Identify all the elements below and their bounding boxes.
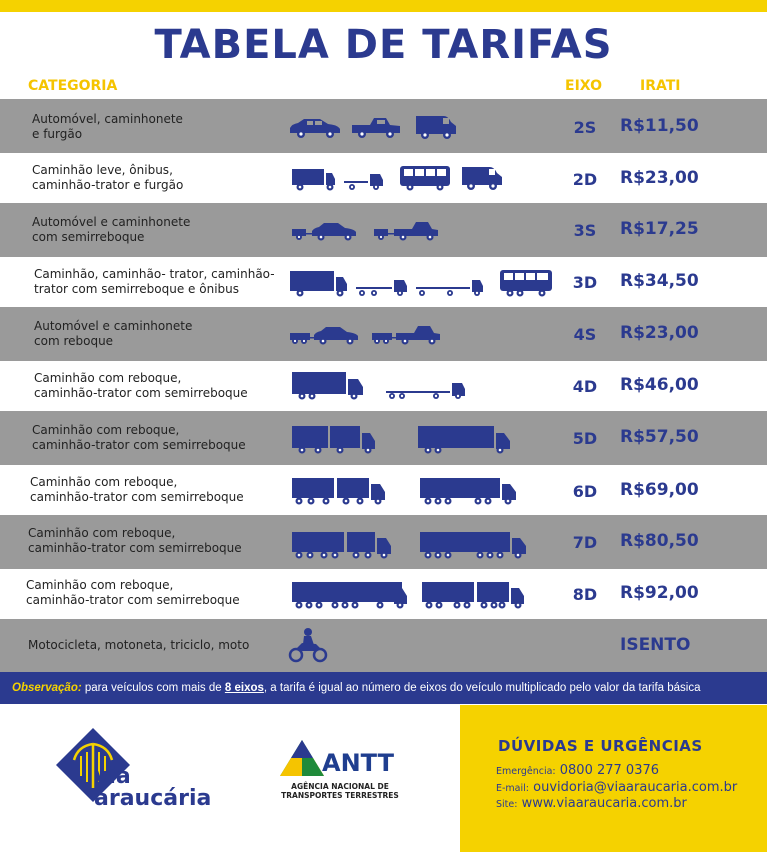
price: R$69,00 [620,480,699,500]
header-location: IRATI [640,78,681,94]
emergency-line: Emergência: 0800 277 0376 [496,763,660,778]
vehicle-icons [290,579,540,613]
axle-code: 3D [572,273,598,292]
row-description: Automóvel e caminhonete com semirreboque [32,215,191,244]
price: R$80,50 [620,531,699,551]
via-logo-text-2: araucária [94,786,212,811]
truck-with-trailer-icon [292,532,391,559]
row-description: Caminhão com reboque, caminhão-trator com semirreboque [32,423,246,452]
motorcycle-icon [288,627,328,663]
semitrailer-truck-icon [420,478,516,505]
tariff-row [0,99,767,153]
contact-box [460,705,767,852]
tractor-trailer-icon [356,280,407,296]
email-line[interactable]: E-mail: ouvidoria@viaaraucaria.com.br [496,780,738,795]
tariff-row [0,569,767,619]
row-description: Caminhão leve, ônibus, caminhão-trator e furgão [32,163,184,192]
semitrailer-truck-icon [420,532,526,559]
price: R$46,00 [620,375,699,395]
vehicle-icons [290,529,530,563]
vehicle-icons [290,217,450,243]
truck-icon [292,372,363,400]
row-description: Automóvel, caminhonete e furgão [32,112,183,141]
price: R$11,50 [620,116,699,136]
tariff-row [0,307,767,361]
tariff-row [0,515,767,569]
vehicle-icons [288,267,556,299]
vehicle-icons [288,321,448,347]
row-description: Caminhão com reboque, caminhão-trator com semirreboque [26,578,240,607]
car-trailer-icon [292,223,356,241]
price: R$17,25 [620,219,699,239]
truck-icon [292,169,335,191]
tractor-icon [344,174,383,190]
observation-bar [0,672,767,704]
antt-logo-icon [278,738,326,778]
vehicle-icons [290,369,475,403]
email-link[interactable]: ouvidoria@viaaraucaria.com.br [533,780,738,795]
price: R$23,00 [620,323,699,343]
bus-icon [400,166,450,191]
row-description: Caminhão com reboque, caminhão-trator com semirreboque [28,526,242,555]
tariff-row [0,411,767,465]
observation-lead: Observação: [12,682,82,694]
car-trailer-icon [290,327,358,345]
site-link[interactable]: www.viaaraucaria.com.br [521,796,687,811]
tariff-row [0,257,767,307]
axle-code: 4D [572,377,598,396]
pickup-trailer-icon [374,222,438,241]
truck-with-trailer-icon [292,582,407,609]
row-description: Motocicleta, motoneta, triciclo, moto [28,638,250,652]
tariff-row [0,361,767,411]
semitrailer-icon [386,383,465,399]
observation-axle-count: 8 eixos [224,682,264,694]
tariff-row [0,153,767,203]
header-category: CATEGORIA [28,78,118,94]
observation-text-2: , a tarifa é igual ao número de eixos do veículo multiplicado pelo valor da tarifa básica [263,682,701,694]
via-logo-text-1: via [94,764,131,789]
axle-code: 8D [572,585,598,604]
price: R$23,00 [620,168,699,188]
pickup-trailer-icon [372,326,440,345]
axle-code: 7D [572,533,598,552]
page-title: TABELA DE TARIFAS [154,22,613,68]
observation-text-1: para veículos com mais de [84,682,222,694]
tariff-row [0,203,767,257]
vehicle-icons [290,423,520,457]
row-description: Caminhão com reboque, caminhão-trator com semirreboque [30,475,244,504]
semitrailer-icon [416,280,483,296]
van-icon [416,116,456,139]
truck-with-trailer-icon [292,426,375,454]
axle-code: 4S [573,325,597,344]
price: R$34,50 [620,271,699,291]
car-icon [290,119,340,138]
vehicle-icons [290,163,510,193]
vehicle-icons [290,475,520,509]
row-description: Caminhão com reboque, caminhão-trator com semirreboque [34,371,248,400]
price: R$92,00 [620,583,699,603]
vehicle-icons [288,113,463,141]
site-line[interactable]: Site: www.viaaraucaria.com.br [496,796,687,811]
header-axle: EIXO [565,78,602,94]
tariff-row [0,465,767,515]
row-description: Automóvel e caminhonete com reboque [34,319,193,348]
top-yellow-bar [0,0,767,12]
axle-code: 3S [573,221,597,240]
axle-code: 6D [572,482,598,501]
semitrailer-truck-icon [418,426,510,454]
exempt-label: ISENTO [620,635,691,655]
row-description: Caminhão, caminhão- trator, caminhão- trator com semirreboque e ônibus [34,267,275,296]
pickup-icon [352,118,400,138]
van-icon [462,167,502,190]
semitrailer-truck-icon [422,582,524,609]
price: R$57,50 [620,427,699,447]
bus-icon [500,270,552,297]
antt-logo-text: ANTT [322,749,394,777]
truck-with-trailer-icon [292,478,385,505]
contact-title: DÚVIDAS E URGÊNCIAS [498,737,703,755]
axle-code: 2S [573,118,597,137]
antt-subtitle: AGÊNCIA NACIONAL DE TRANSPORTES TERRESTRES [281,782,399,800]
axle-code: 5D [572,429,598,448]
axle-code: 2D [572,170,598,189]
tariff-row [0,619,767,672]
truck-icon [290,271,347,297]
